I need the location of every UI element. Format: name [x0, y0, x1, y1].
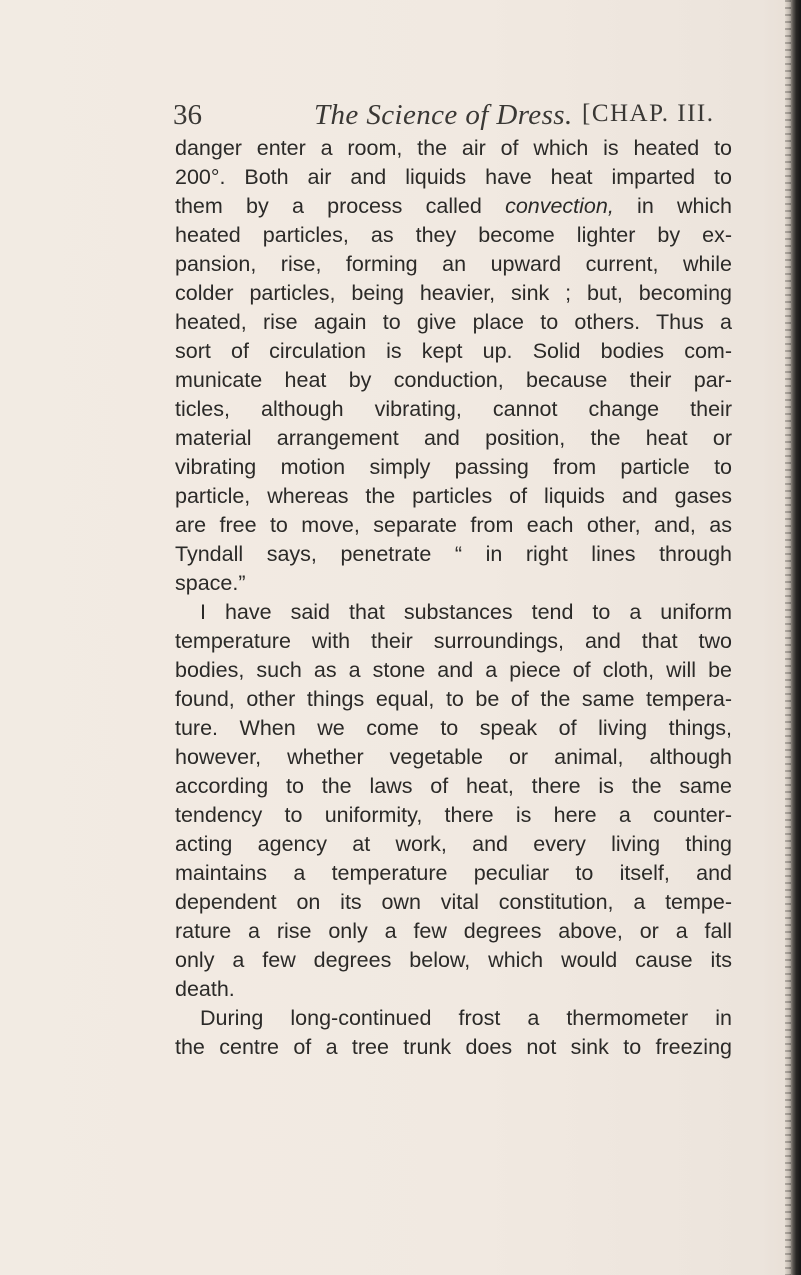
emphasized-term: convection,	[505, 194, 614, 218]
text-line: I have said that substances tend to a uniform	[200, 600, 732, 624]
text-line: sort of circulation is kept up. Solid bodies com-	[175, 339, 732, 363]
text-line: ture. When we come to speak of living things,	[175, 716, 732, 740]
text-line: heated, rise again to give place to others. Thus a	[175, 310, 732, 334]
page-number: 36	[173, 99, 202, 131]
page-spine-edge	[785, 0, 801, 1275]
text-line: Tyndall says, penetrate “ in right lines through	[175, 542, 732, 566]
text-line: 200°. Both air and liquids have heat imparted to	[175, 165, 732, 189]
text-line: the centre of a tree trunk does not sink to freezing	[175, 1035, 732, 1059]
text-line: according to the laws of heat, there is the same	[175, 774, 732, 798]
text-line: danger enter a room, the air of which is heated to	[175, 136, 732, 160]
text-line	[175, 192, 732, 221]
text-line: heated particles, as they become lighter by ex-	[175, 223, 732, 247]
text-line: space.”	[175, 571, 246, 595]
text-line: are free to move, separate from each other, and, as	[175, 513, 732, 537]
text-line: During long-continued frost a thermometer in	[200, 1006, 732, 1030]
running-title: The Science of Dress.	[314, 99, 573, 131]
chapter-reference: [CHAP. III.	[582, 100, 715, 127]
text-line: particle, whereas the particles of liquids and gases	[175, 484, 732, 508]
text-line: tendency to uniformity, there is here a counter-	[175, 803, 732, 827]
body-text	[175, 134, 732, 1062]
text-line: ticles, although vibrating, cannot change their	[175, 397, 732, 421]
text-line: only a few degrees below, which would cause its	[175, 948, 732, 972]
text-segment: in which	[613, 194, 732, 218]
text-line: colder particles, being heavier, sink ; but, becoming	[175, 281, 732, 305]
text-line: however, whether vegetable or animal, although	[175, 745, 732, 769]
text-line: dependent on its own vital constitution, a tempe-	[175, 890, 732, 914]
text-line: rature a rise only a few degrees above, or a fall	[175, 919, 732, 943]
text-line: vibrating motion simply passing from particle to	[175, 455, 732, 479]
running-header	[173, 99, 733, 139]
text-line: municate heat by conduction, because their par-	[175, 368, 732, 392]
text-line: pansion, rise, forming an upward current, while	[175, 252, 732, 276]
text-line: death.	[175, 977, 235, 1001]
text-line: found, other things equal, to be of the same tempera-	[175, 687, 732, 711]
text-line: temperature with their surroundings, and that two	[175, 629, 732, 653]
text-line: acting agency at work, and every living thing	[175, 832, 732, 856]
text-line: bodies, such as a stone and a piece of cloth, will be	[175, 658, 732, 682]
text-line: material arrangement and position, the heat or	[175, 426, 732, 450]
text-line: maintains a temperature peculiar to itself, and	[175, 861, 732, 885]
text-segment: them by a process called	[175, 194, 506, 218]
